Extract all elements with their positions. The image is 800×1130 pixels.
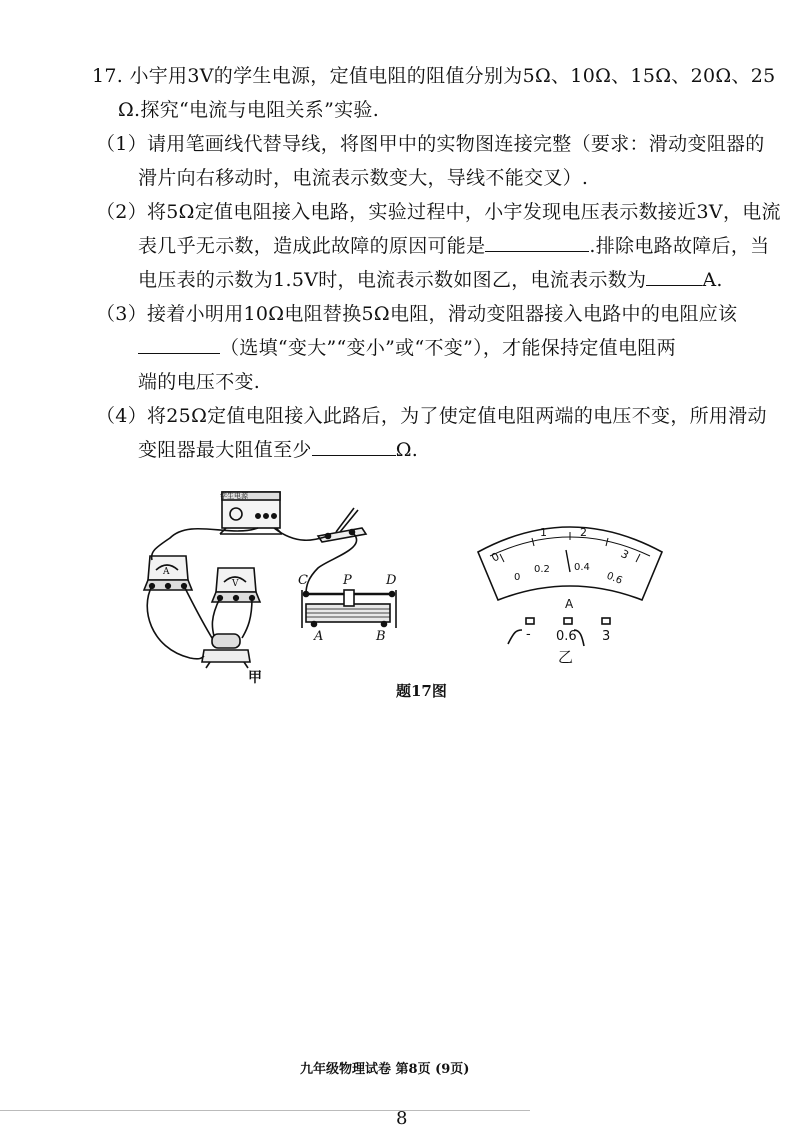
part2-text-pre: 表几乎无示数，造成此故障的原因可能是 [138, 235, 486, 257]
part3-line-a: （3）接着小明用10Ω电阻替换5Ω电阻，滑动变阻器接入电路中的电阻应该 [96, 303, 738, 325]
fixed-resistor [202, 634, 250, 668]
terminal-3: 3 [602, 629, 611, 644]
part2c-text-pre: 电压表的示数为1.5V时，电流表示数如图乙，电流表示数为 [138, 269, 647, 291]
part2-current-answer-blank[interactable] [646, 267, 702, 286]
inner-tick-0-4: 0.4 [574, 562, 590, 573]
rheostat-label-a: A [314, 629, 324, 644]
rheostat-label-b: B [376, 629, 386, 644]
power-supply-label: 学生电源 [220, 492, 248, 500]
rheostat-label-c: C [298, 573, 308, 588]
page-number: 8 [396, 1108, 408, 1129]
part2-fault-answer-blank[interactable] [485, 233, 589, 252]
outer-tick-2: 2 [580, 526, 587, 539]
ammeter-letter: A [163, 567, 170, 577]
figure-jia-label: 甲 [248, 670, 262, 686]
part1-line-b: 滑片向右移动时，电流表示数变大，导线不能交叉）. [138, 167, 589, 189]
part4-answer-blank[interactable] [312, 437, 396, 456]
part3-line-b [138, 335, 676, 361]
terminal-negative: - [526, 627, 531, 642]
part2-line-c [138, 267, 723, 293]
part4-line-a: （4）将25Ω定值电阻接入此路后，为了使定值电阻两端的电压不变，所用滑动 [96, 405, 767, 427]
figure-yi-ammeter-dial [470, 512, 670, 672]
outer-tick-0: 0 [489, 549, 502, 565]
dial-unit: A [565, 597, 574, 611]
part3-text-post: （选填“变大”“变小”或“不变”），才能保持定值电阻两 [220, 337, 676, 359]
page-footer: 九年级物理试卷 第8页 (9页) [300, 1062, 470, 1077]
part3-answer-blank[interactable] [138, 335, 220, 354]
part2c-text-post: A. [702, 269, 723, 291]
part4-text-post: Ω. [395, 439, 419, 461]
rheostat [302, 590, 396, 628]
inner-tick-0-6: 0.6 [604, 570, 624, 587]
part1-line-a: （1）请用笔画线代替导线，将图甲中的实物图连接完整（要求：滑动变阻器的 [96, 133, 765, 155]
terminal-0-6: 0.6 [556, 629, 577, 644]
figure-caption: 题17图 [396, 682, 447, 700]
part3-line-c: 端的电压不变. [138, 371, 261, 393]
outer-tick-3: 3 [618, 547, 631, 562]
part2-line-a: （2）将5Ω定值电阻接入电路，实验过程中，小宇发现电压表示数接近3V，电流 [96, 201, 781, 223]
question-line-1: 17. 小宇用3V的学生电源，定值电阻的阻值分别为5Ω、10Ω、15Ω、20Ω、25 [92, 65, 776, 87]
question-line-2: Ω.探究“电流与电阻关系”实验. [118, 99, 380, 121]
outer-tick-1: 1 [540, 526, 547, 539]
figure-jia-circuit [130, 478, 420, 688]
part2-line-b [138, 233, 769, 259]
part2-text-post: .排除电路故障后，当 [589, 235, 770, 257]
figure-yi-label: 乙 [558, 648, 574, 666]
rheostat-label-p: P [343, 573, 352, 588]
inner-tick-0: 0 [514, 572, 521, 583]
footer-divider [0, 1110, 530, 1111]
part4-line-b [138, 437, 418, 463]
voltmeter-letter: V [232, 579, 239, 589]
inner-tick-0-2: 0.2 [534, 564, 550, 575]
part4-text-pre: 变阻器最大阻值至少 [138, 439, 312, 461]
rheostat-label-d: D [386, 573, 397, 588]
